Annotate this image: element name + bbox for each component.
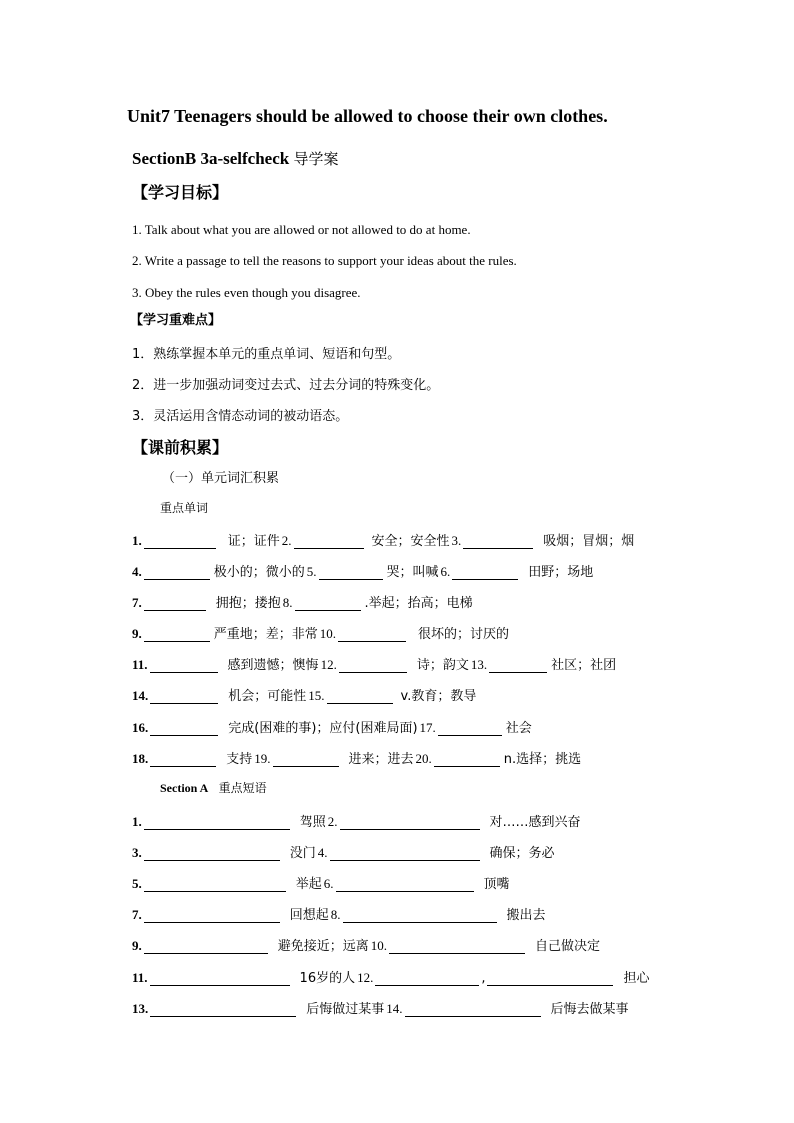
- answer-blank[interactable]: [319, 566, 383, 580]
- item-number: 15.: [308, 688, 325, 703]
- item-meaning: 很坏的；讨厌的: [418, 627, 510, 642]
- answer-blank[interactable]: [330, 847, 480, 861]
- item-meaning: 支持: [226, 752, 253, 767]
- item-number: 10.: [370, 938, 388, 953]
- objectives-heading: 【学习目标】: [132, 183, 229, 202]
- answer-blank[interactable]: [150, 722, 218, 736]
- item-meaning: 回想起: [289, 908, 329, 923]
- item-number: 2.: [281, 533, 292, 548]
- answer-blank[interactable]: [150, 690, 218, 704]
- words-label: 重点单词: [160, 501, 209, 515]
- item-number: 12.: [357, 970, 374, 985]
- word-row: [132, 530, 636, 549]
- item-meaning: 进来；进去: [348, 752, 414, 767]
- answer-blank[interactable]: [144, 940, 268, 954]
- item-number: 6.: [440, 564, 451, 579]
- item-meaning: 田野；场地: [528, 565, 594, 580]
- answer-blank[interactable]: [144, 816, 290, 830]
- answer-blank[interactable]: [294, 535, 364, 549]
- item-number: 12.: [320, 657, 337, 672]
- word-row: [132, 561, 595, 580]
- item-number: 7.: [132, 907, 142, 922]
- answer-blank[interactable]: [327, 690, 393, 704]
- phrases-label-en: Section A: [160, 781, 208, 795]
- item-number: 18.: [132, 751, 149, 766]
- answer-blank[interactable]: [389, 940, 525, 954]
- item-number: 14.: [132, 688, 149, 703]
- key-point-item: 2．进一步加强动词变过去式、过去分词的特殊变化。: [132, 378, 440, 393]
- answer-blank[interactable]: [336, 878, 474, 892]
- answer-blank[interactable]: [144, 535, 216, 549]
- item-number: 20.: [415, 751, 432, 766]
- phrase-row: [132, 811, 583, 830]
- answer-blank[interactable]: [150, 753, 216, 767]
- word-row: [132, 592, 475, 611]
- item-meaning: 担心: [623, 971, 650, 986]
- key-point-item: 1．熟练掌握本单元的重点单词、短语和句型。: [132, 347, 401, 362]
- key-points-heading: 【学习重难点】: [130, 313, 222, 328]
- subtitle-cn: 导学案: [293, 150, 339, 168]
- item-number: 13.: [132, 1001, 149, 1016]
- item-meaning: 极小的；微小的: [213, 565, 305, 580]
- answer-blank[interactable]: [273, 753, 339, 767]
- answer-blank[interactable]: [144, 597, 206, 611]
- vocab-section-label: （一）单元词汇积累: [162, 471, 280, 486]
- phrases-label: [160, 779, 267, 796]
- item-meaning: 证；证件: [227, 534, 280, 549]
- item-meaning: 吸烟；冒烟；烟: [543, 534, 635, 549]
- answer-blank[interactable]: [338, 628, 406, 642]
- item-meaning: 完成(困难的事)；应付(困难局面): [228, 721, 418, 736]
- item-number: 14.: [386, 1001, 403, 1016]
- word-row: [132, 685, 478, 704]
- section-subtitle: [132, 148, 339, 169]
- answer-blank[interactable]: [489, 659, 547, 673]
- answer-blank[interactable]: [144, 878, 286, 892]
- item-number: 9.: [132, 938, 142, 953]
- phrase-row: [132, 998, 631, 1017]
- key-point-item: 3．灵活运用含情态动词的被动语态。: [132, 409, 349, 424]
- item-number: 9.: [132, 626, 142, 641]
- answer-blank[interactable]: [343, 909, 497, 923]
- item-meaning: 搬出去: [506, 908, 546, 923]
- answer-blank[interactable]: [144, 909, 280, 923]
- item-number: 4.: [317, 845, 328, 860]
- item-meaning: 自己做决定: [535, 939, 601, 954]
- item-number: 17.: [419, 720, 436, 735]
- phrase-row: [132, 873, 512, 892]
- item-number: 19.: [254, 751, 271, 766]
- item-number: 11.: [132, 657, 148, 672]
- page-title: Unit7 Teenagers should be allowed to choose their own clothes.: [127, 106, 608, 126]
- item-number: 16.: [132, 720, 149, 735]
- answer-blank[interactable]: [340, 816, 480, 830]
- item-meaning: n.选择；挑选: [503, 752, 582, 767]
- item-meaning: 诗；韵文: [416, 658, 469, 673]
- answer-blank[interactable]: [144, 566, 210, 580]
- item-meaning: 拥抱；搂抱: [215, 596, 281, 611]
- objective-item: 1. Talk about what you are allowed or not allowed to do at home.: [132, 222, 471, 237]
- item-meaning: 感到遗憾；懊悔: [227, 658, 319, 673]
- answer-blank[interactable]: [295, 597, 361, 611]
- answer-blank[interactable]: [438, 722, 502, 736]
- item-number: 6.: [323, 876, 334, 891]
- item-meaning: 后悔做过某事: [306, 1002, 385, 1017]
- answer-blank[interactable]: [150, 1003, 296, 1017]
- objective-item: 3. Obey the rules even though you disagree.: [132, 285, 361, 300]
- item-number: 11.: [132, 970, 148, 985]
- item-number: 10.: [319, 626, 337, 641]
- answer-blank[interactable]: [144, 847, 280, 861]
- item-meaning: 顶嘴: [483, 877, 510, 892]
- item-meaning: 驾照: [299, 815, 326, 830]
- phrase-row: [132, 904, 548, 923]
- word-row: [132, 623, 511, 642]
- item-meaning: 社区；社团: [551, 658, 617, 673]
- answer-blank[interactable]: [452, 566, 518, 580]
- item-number: 8.: [330, 907, 341, 922]
- item-number: 2.: [327, 814, 338, 829]
- answer-blank[interactable]: [375, 972, 479, 986]
- item-number: 1.: [132, 533, 142, 548]
- item-number: 13.: [470, 657, 488, 672]
- answer-blank[interactable]: [150, 659, 218, 673]
- phrase-row: [132, 935, 602, 954]
- answer-blank[interactable]: [405, 1003, 541, 1017]
- answer-blank[interactable]: [150, 972, 290, 986]
- item-meaning: 安全；安全性: [371, 534, 450, 549]
- item-number: 3.: [132, 845, 142, 860]
- subtitle-en: SectionB 3a-selfcheck: [132, 149, 290, 168]
- answer-blank[interactable]: [463, 535, 533, 549]
- phrase-row: [132, 842, 557, 861]
- item-meaning: .举起；抬高；电梯: [364, 596, 473, 611]
- item-meaning: 举起: [295, 877, 322, 892]
- answer-blank[interactable]: [339, 659, 407, 673]
- item-meaning: 没门: [289, 846, 316, 861]
- phrases-label-cn: 重点短语: [218, 781, 267, 795]
- item-meaning: 哭；叫喊: [386, 565, 439, 580]
- item-meaning: 对……感到兴奋: [489, 815, 581, 830]
- item-meaning: 16岁的人: [299, 971, 356, 986]
- word-row: [132, 654, 618, 673]
- item-meaning: 机会；可能性: [228, 689, 307, 704]
- word-row: [132, 748, 583, 767]
- item-meaning: v.教育；教导: [400, 689, 477, 704]
- item-number: 5.: [306, 564, 317, 579]
- item-number: 5.: [132, 876, 142, 891]
- objective-item: 2. Write a passage to tell the reasons to support your ideas about the rules.: [132, 253, 517, 268]
- item-number: 8.: [282, 595, 293, 610]
- item-meaning: 社会: [505, 721, 532, 736]
- item-meaning: 避免接近；远离: [277, 939, 369, 954]
- preview-heading: 【课前积累】: [132, 438, 229, 457]
- item-number: 4.: [132, 564, 142, 579]
- item-number: 7.: [132, 595, 142, 610]
- item-number: 1.: [132, 814, 142, 829]
- item-meaning: 确保；务必: [489, 846, 555, 861]
- item-meaning: 严重地；差；非常: [213, 627, 318, 642]
- answer-blank[interactable]: [487, 972, 613, 986]
- answer-blank[interactable]: [144, 628, 210, 642]
- item-number: 3.: [451, 533, 462, 548]
- item-meaning: 后悔去做某事: [550, 1002, 629, 1017]
- phrase-row: [132, 967, 652, 986]
- comma: ,: [481, 971, 486, 986]
- answer-blank[interactable]: [434, 753, 500, 767]
- word-row: [132, 717, 534, 736]
